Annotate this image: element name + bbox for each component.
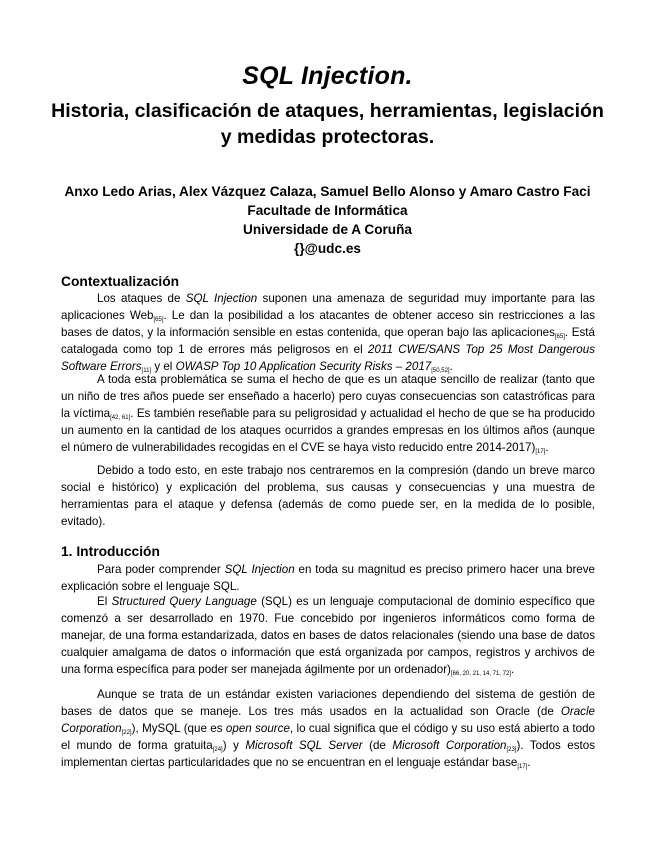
author-block (0, 182, 655, 258)
paragraph-context-1: Los ataques de SQL Injection suponen una amenaza de seguridad muy importante para las aplicaciones Web$_{[65]}$. Le dan la posibilidad a los atacantes de obtener acceso sin restricciones a las bases de datos, y la información sensible en estas contenida, que operan bajo las aplicaciones$_{[65]}$. Está catalogada como top 1 de errores más peligrosos en el 2011 CWE/SANS Top 25 Most Dangerous Software Errors$_{[11]}$ y el OWASP Top 10 Application Security Risks – $2017_{[50,52]}$. (61, 292, 596, 374)
citation: [23] (506, 747, 517, 753)
subtitle-line-1: Historia, clasificación de ataques, herramientas, legislación (51, 100, 604, 122)
author-faculty: Facultade de Informática (247, 203, 408, 218)
paper-title: SQL Injection. (242, 62, 413, 90)
author-university: Universidade de A Coruña (243, 222, 412, 237)
section-heading-introduccion: 1. Introducción (61, 544, 160, 559)
paragraph-intro-2: El Structured Query Language (SQL) es un lenguaje computacional de dominio específico que comenzó a ser desarrollado en 1970. Fue concebido por ingenieros informáticos como forma de manejar, de una forma estandarizada, datos en bases de datos relacionales (siendo una base de datos cualquier amalgama de datos o información que está organizada por campos, registros y archivos de una forma específica para poder ser manejada ágilmente por un $ordenador)_{[66, 20, 21, 14, 71, 72]}$. (61, 595, 595, 677)
citation: [50,52] (431, 368, 450, 374)
citation: [17] (517, 764, 528, 770)
citation: [42, 61] (110, 415, 131, 421)
author-names: Anxo Ledo Arias, Alex Vázquez Calaza, Samuel Bello Alonso y Amaro Castro Faci (64, 184, 591, 199)
citation: [11] (141, 368, 152, 374)
citation: [66, 20, 21, 14, 71, 72] (450, 671, 511, 677)
citation: [65] (153, 317, 164, 323)
section-heading-contextualizacion: Contextualización (61, 274, 180, 289)
paragraph-intro-3: Aunque se trata de un estándar existen variaciones dependiendo del sistema de gestión de bases de datos que se maneje. Los tres más usados en la actualidad son Oracle (de Oracle Corporation$_{[22]}$), MySQL (que es open source, lo cual significa que el código y su uso está abierto a todo el mundo de forma gratuita$_{[24]}$) y Microsoft SQL Server (de Microsoft Corporation$_{[23]}$). Todos estos implementan ciertas particularidades que no se encuentran en el lenguaje estándar base$_{[17]}$. (61, 688, 596, 770)
author-email: {}@udc.es (294, 241, 361, 256)
citation: [17] (535, 449, 546, 455)
paper-subtitle (40, 98, 615, 150)
citation: [24] (212, 747, 223, 753)
subtitle-line-2: y medidas protectoras. (220, 126, 435, 148)
paragraph-context-2: A toda esta problemática se suma el hecho de que es un ataque sencillo de realizar (tanto que un niño de tres años puede ser enseñado a hacerlo) pero cuyas consecuencias son catastróficas para la víctima$_{[42, 61]}$. Es también reseñable para su peligrosidad y actualidad el hecho de que se ha producido un aumento en la cantidad de los ataques ocurridos a grandes empresas en los últimos años (aunque el número de vulnerabilidades recogidas en el CVE se haya visto reducido entre $2014-2017)_{[17]}$. (61, 373, 595, 455)
citation: [22] (121, 730, 132, 736)
paragraph-intro-1: Para poder comprender SQL Injection en toda su magnitud es preciso primero hacer una breve explicación sobre el lenguaje SQL. (61, 563, 595, 593)
citation: [65] (554, 334, 565, 340)
paragraph-context-3: Debido a todo esto, en este trabajo nos centraremos en la compresión (dando un breve marco social e histórico) y explicación del problema, sus causas y consecuencias y una muestra de herramientas para el ataque y defensa (además de como puede ser, en la medida de lo posible, evitado). (61, 464, 595, 528)
